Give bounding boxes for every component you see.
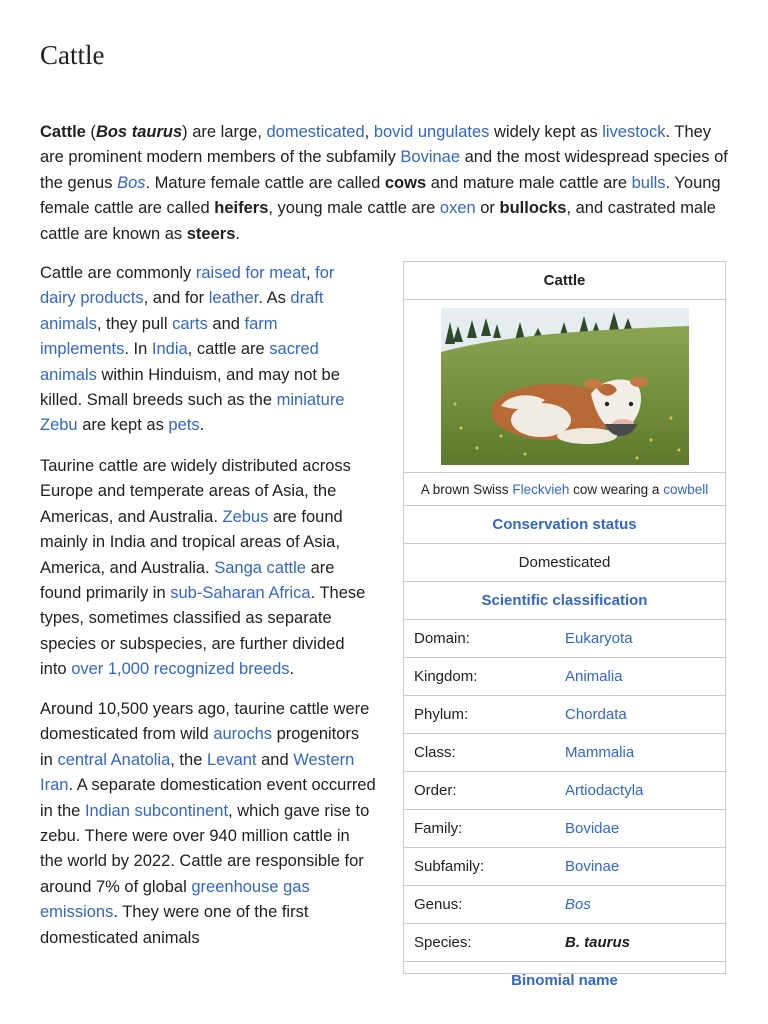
link-pets[interactable]: pets bbox=[168, 416, 200, 435]
taxonomy-row-kingdom bbox=[404, 658, 725, 696]
term-cattle: Cattle bbox=[40, 123, 86, 141]
taxonomy-value-link[interactable]: Bos bbox=[565, 896, 591, 913]
binomial-name-link[interactable]: Binomial name bbox=[511, 972, 618, 989]
taxonomy-value-link[interactable]: Artiodactyla bbox=[565, 782, 644, 799]
link-farm-implements[interactable]: farm implements bbox=[40, 314, 278, 359]
link-draft-animals[interactable]: draft animals bbox=[40, 289, 324, 333]
page-title: Cattle bbox=[40, 40, 105, 70]
term-cows: cows bbox=[384, 173, 427, 192]
taxonomy-row-phylum bbox=[404, 696, 725, 734]
taxonomy-row-subfamily bbox=[404, 848, 725, 886]
taxonomy-row-genus bbox=[404, 886, 725, 924]
taxonomy-key: Class: bbox=[414, 744, 456, 761]
infobox-caption: A brown Swiss Fleckvieh cow wearing a cowbell bbox=[404, 472, 725, 506]
taxonomy-value-link[interactable]: Bovidae bbox=[565, 820, 620, 837]
taxonomy-value-link[interactable]: Eukaryota bbox=[565, 630, 633, 647]
link-domesticated[interactable]: domesticated bbox=[266, 123, 365, 141]
taxonomy-value-link[interactable]: Chordata bbox=[565, 706, 627, 723]
taxonomy-row-domain bbox=[404, 620, 725, 658]
link-miniature-zebu[interactable]: miniature Zebu bbox=[40, 391, 345, 435]
link-bovinae[interactable]: Bovinae bbox=[400, 148, 461, 167]
cow-photo[interactable] bbox=[441, 308, 689, 465]
taxonomy-row-family bbox=[404, 810, 725, 848]
infobox bbox=[403, 261, 726, 989]
link-bos[interactable]: Bos bbox=[117, 173, 146, 192]
link-greenhouse-gas-emissions[interactable]: greenhouse gas emissions bbox=[40, 877, 310, 922]
taxonomy-value-link[interactable]: Animalia bbox=[565, 668, 623, 685]
link-bulls[interactable]: bulls bbox=[631, 173, 666, 192]
link-bovid-ungulates[interactable]: bovid ungulates bbox=[373, 123, 490, 141]
link-dairy-products[interactable]: for dairy products bbox=[40, 264, 335, 308]
taxonomy-key: Domain: bbox=[414, 630, 470, 647]
link-leather[interactable]: leather bbox=[208, 289, 259, 308]
taxonomy-value-link[interactable]: Mammalia bbox=[565, 744, 635, 761]
taxonomy-key: Subfamily: bbox=[414, 858, 485, 875]
link-cowbell[interactable]: cowbell bbox=[663, 481, 709, 497]
link-oxen[interactable]: oxen bbox=[439, 199, 476, 218]
scientific-classification-link[interactable]: Scientific classification bbox=[404, 582, 725, 620]
uses-paragraph: Cattle are commonly raised for meat, for dairy products, and for leather. As draft animals, they pull carts and farm implements. In India, cattle are sacred animals within Hinduism, and may not be killed. Small breeds such as the miniature Zebu are kept as pets. bbox=[40, 264, 345, 435]
taxonomy-key: Family: bbox=[414, 820, 463, 837]
term-bullocks: bullocks bbox=[499, 199, 567, 218]
taxonomy-key: Phylum: bbox=[414, 706, 469, 723]
term-steers: steers bbox=[186, 224, 236, 243]
link-fleckvieh[interactable]: Fleckvieh bbox=[512, 481, 570, 497]
link-recognized-breeds[interactable]: over 1,000 recognized breeds bbox=[71, 660, 290, 679]
link-india[interactable]: India bbox=[151, 340, 188, 359]
taxonomy-key: Species: bbox=[414, 934, 472, 951]
taxonomy-row-class bbox=[404, 734, 725, 772]
conservation-status-value: Domesticated bbox=[404, 544, 725, 582]
link-sacred-animals[interactable]: sacred animals bbox=[40, 340, 319, 384]
infobox-image-container bbox=[404, 300, 725, 472]
distribution-paragraph: Taurine cattle are widely distributed across Europe and temperate areas of Asia, the Americas, and Australia. Zebus are found mainly in India and tropical areas of Asia, America, and Australia. Sanga cattle are found primarily in sub-Saharan Africa. These types, sometimes classified as separate species or subspecies, are further divided into over 1,000 recognized breeds. bbox=[40, 457, 366, 679]
link-western-iran[interactable]: Western Iran bbox=[40, 750, 355, 795]
intro-paragraph: Cattle (Bos taurus) are large, domesticated, bovid ungulates widely kept as livestock. They are prominent modern members of the subfamily Bovinae and the most widespread species of the genus Bos. Mature female cattle are called cows and mature male cattle are bulls. Young female cattle are called heifers, young male cattle are oxen or bullocks, and castrated male cattle are known as steers. bbox=[40, 123, 728, 243]
taxonomy-value-link[interactable]: Bovinae bbox=[565, 858, 620, 875]
term-heifers: heifers bbox=[214, 199, 269, 218]
taxonomy-row-species bbox=[404, 924, 725, 962]
link-carts[interactable]: carts bbox=[172, 314, 208, 333]
link-sanga-cattle[interactable]: Sanga cattle bbox=[214, 558, 306, 577]
link-indian-subcontinent[interactable]: Indian subcontinent bbox=[84, 801, 229, 820]
link-livestock[interactable]: livestock bbox=[602, 123, 666, 141]
taxonomy-row-order bbox=[404, 772, 725, 810]
taxonomy-key: Kingdom: bbox=[414, 668, 478, 685]
infobox-title: Cattle bbox=[404, 262, 725, 300]
link-zebus[interactable]: Zebus bbox=[222, 507, 269, 526]
term-bos-taurus: Bos taurus bbox=[95, 123, 183, 141]
conservation-status-link[interactable]: Conservation status bbox=[404, 506, 725, 544]
history-paragraph: Around 10,500 years ago, taurine cattle were domesticated from wild aurochs progenitors in central Anatolia, the Levant and Western Iran. A separate domestication event occurred in the Indian subcontinent, which gave rise to zebu. There were over 940 million cattle in the world by 2022. Cattle are responsible for around 7% of global greenhouse gas emissions. They were one of the first domesticated animals bbox=[40, 700, 376, 947]
taxonomy-value: B. taurus bbox=[565, 934, 631, 951]
link-levant[interactable]: Levant bbox=[206, 750, 257, 769]
taxonomy-key: Genus: bbox=[414, 896, 463, 913]
taxonomy-key: Order: bbox=[414, 782, 457, 799]
link-aurochs[interactable]: aurochs bbox=[213, 725, 273, 744]
link-central-anatolia[interactable]: central Anatolia bbox=[57, 750, 171, 769]
link-raised-for-meat[interactable]: raised for meat bbox=[195, 264, 306, 282]
link-sub-saharan-africa[interactable]: sub-Saharan Africa bbox=[170, 584, 311, 603]
